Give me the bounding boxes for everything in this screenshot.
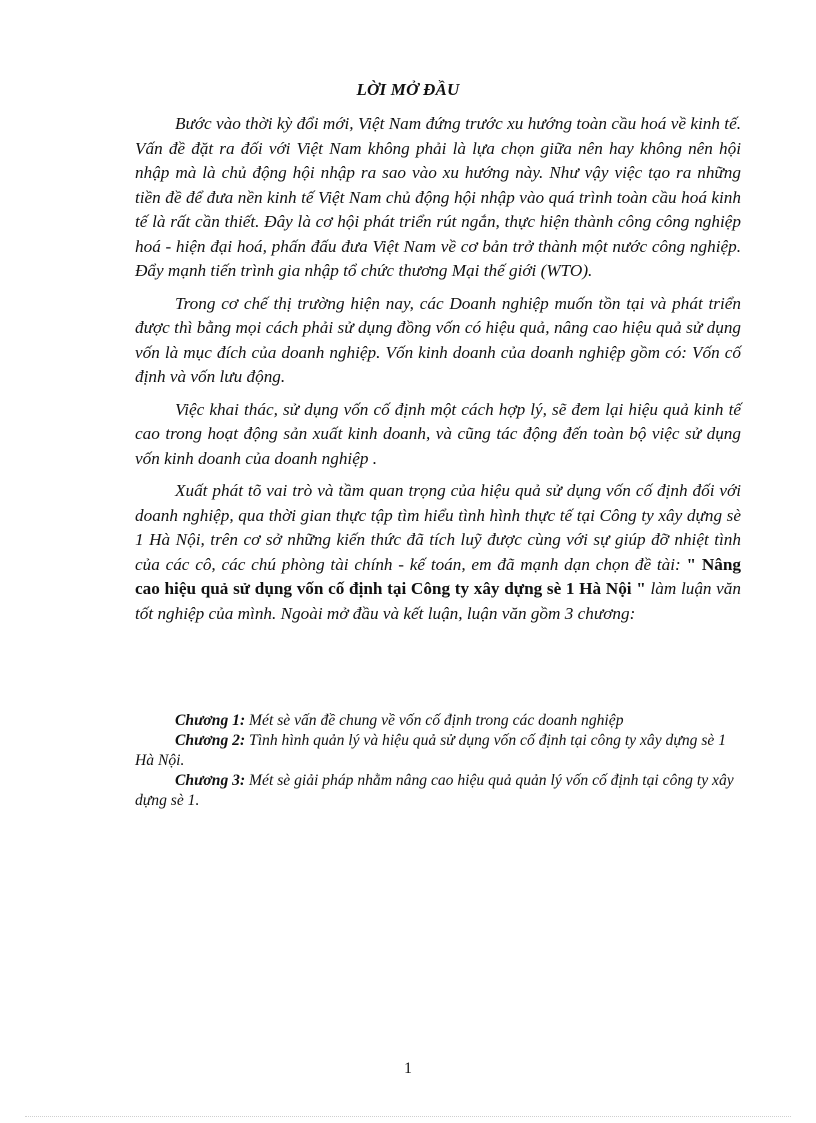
chapter-label: Chương 3: <box>175 772 246 789</box>
page-title: LỜI MỞ ĐẦU <box>356 80 460 99</box>
chapter-item <box>135 771 741 811</box>
page-number: 1 <box>404 1060 412 1077</box>
thesis-topic-title: " Nâng cao hiệu quả sử dụng vốn cố định tại Công ty xây dựng sè 1 Hà Nội " <box>135 554 741 598</box>
topic-lead-text: Xuất phát tõ vai trò và tầm quan trọng của hiệu quả sử dụng vốn cố định đối với doanh nghiệp, qua thời gian thực tập tìm hiểu tình hình thực tế tại Công ty xây dựng sè 1 Hà Nội, trên cơ sở những kiến thức đã tích luỹ được cùng với sự giúp đỡ nhiệt tình của các cô, các chú phòng tài chính - kế toán, em đã mạnh dạn chọn đề tài: <box>135 481 741 574</box>
paragraph-market: Trong cơ chế thị trường hiện nay, các Doanh nghiệp muốn tồn tại và phát triển được thì bằng mọi cách phải sử dụng đồng vốn có hiệu quả, nâng cao hiệu quả sử dụng vốn là mục đích của doanh nghiệp. Vốn kinh doanh của doanh nghiệp gồm có: Vốn cố định và vốn lưu động. <box>135 293 741 386</box>
chapter-label: Chương 2: <box>175 732 246 749</box>
chapter-list <box>135 711 741 811</box>
page-bottom-divider <box>25 1116 791 1117</box>
chapter-text: Mét sè giải pháp nhằm nâng cao hiệu quả quản lý vốn cố định tại công ty xây dựng sè 1. <box>135 772 734 809</box>
paragraph-intro: Bước vào thời kỳ đổi mới, Việt Nam đứng trước xu hướng toàn cầu hoá về kinh tế. Vấn đề đặt ra đối với Việt Nam không phải là lựa chọn giữa nên hay không nên hội nhập mà là chủ động hội nhập ra sao vào xu hướng này. Như vậy việc tạo ra những tiền đề để đưa nền kinh tế Việt Nam chủ động hội nhập vào quá trình toàn cầu hoá kinh tế là rất cần thiết. Đây là cơ hội phát triển rút ngắn, thực hiện thành công công nghiệp hoá - hiện đại hoá, phấn đấu đưa Việt Nam về cơ bản trở thành một nước công nghiệp. Đẩy mạnh tiến trình gia nhập tổ chức thương Mại thế giới (WTO). <box>135 114 741 280</box>
chapter-text: Mét sè vấn đề chung về vốn cố định trong các doanh nghiệp <box>245 712 624 729</box>
paragraph-fixed-capital: Việc khai thác, sử dụng vốn cố định một cách hợp lý, sẽ đem lại hiệu quả kinh tế cao trong hoạt động sản xuất kinh doanh, và cũng tác động đến toàn bộ việc sử dụng vốn kinh doanh của doanh nghiệp . <box>135 399 741 468</box>
paragraph-topic <box>135 479 741 626</box>
topic-tail-text: làm luận văn tốt nghiệp của mình. Ngoài mở đầu và kết luận, luận văn gồm 3 chương: <box>135 579 741 623</box>
document-body <box>135 112 741 634</box>
chapter-text: Tình hình quản lý và hiệu quả sử dụng vốn cố định tại công ty xây dựng sè 1 Hà Nội. <box>135 732 727 769</box>
chapter-item <box>135 731 741 771</box>
chapter-item <box>135 711 741 731</box>
chapter-label: Chương 1: <box>175 712 246 729</box>
